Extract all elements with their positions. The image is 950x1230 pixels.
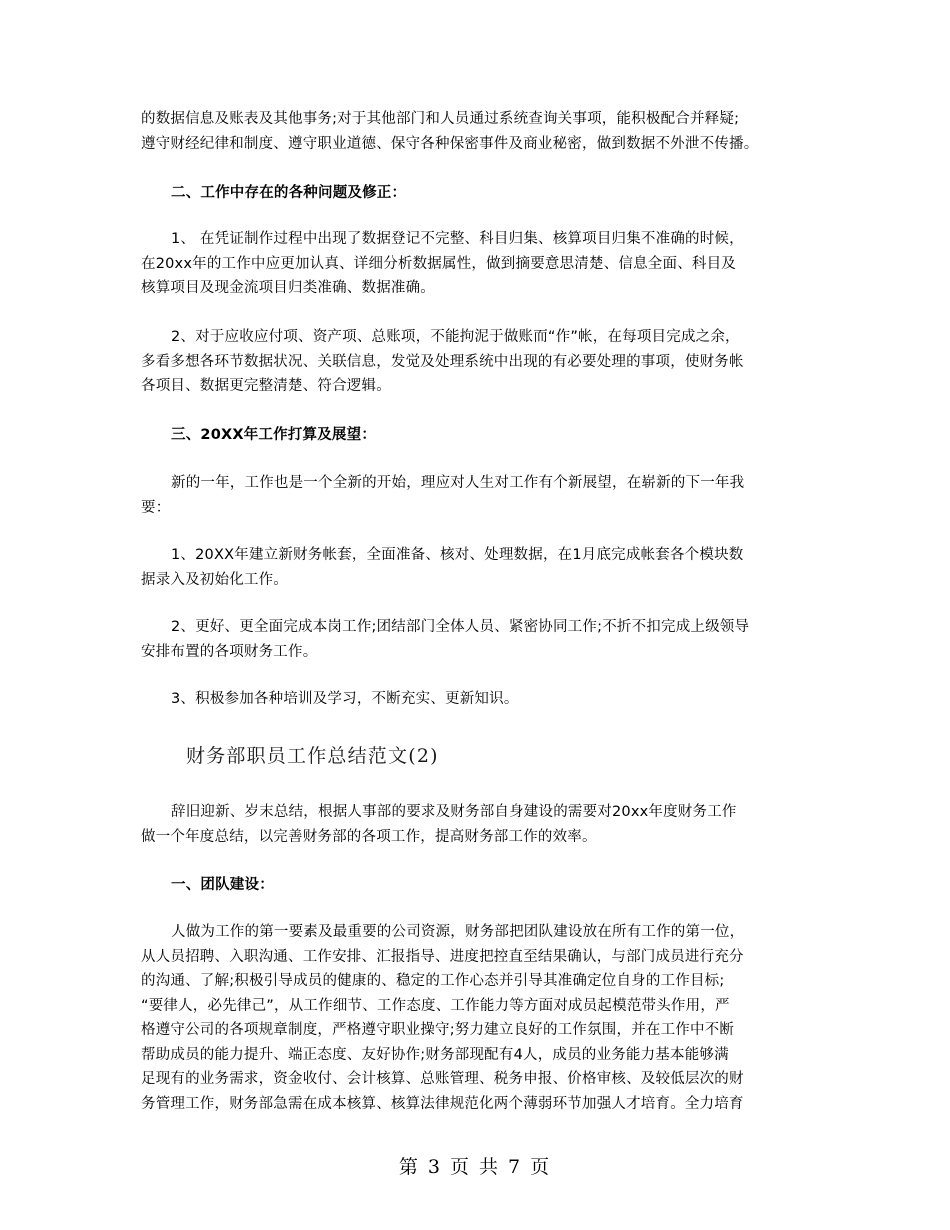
paragraph-plan-2 [141, 615, 821, 664]
text-line: “要律人，必先律己”，从工作细节、工作态度、工作能力等方面对成员起模范带头作用，严 [141, 997, 730, 1014]
text-line: 务管理工作，财务部急需在成本核算、核算法律规范化两个薄弱环节加强人才培育。全力培育 [141, 1095, 744, 1112]
paragraph-new-year [141, 471, 821, 520]
heading-text: 三、20XX年工作打算及展望： [171, 427, 377, 443]
text-line: 1、20XX年建立新财务帐套，全面准备、核对、处理数据，在1月底完成帐套各个模块数 [171, 547, 744, 563]
text-line: 做一个年度总结，以完善财务部的各项工作，提高财务部工作的效率。 [141, 828, 597, 845]
text-line: 安排布置的各项财务工作。 [141, 643, 318, 660]
text-line: 各项目、数据更完整清楚、符合逻辑。 [141, 378, 391, 394]
section-heading-problems [141, 181, 851, 206]
heading-text: 一、团队建设： [171, 877, 274, 893]
paragraph-plan-3 [141, 687, 821, 712]
article-subtitle: 财务部职员工作总结范文(2) [186, 745, 439, 767]
text-line: 足现有的业务需求，资金收付、会计核算、总账管理、税务申报、价格审核、及较低层次的财 [141, 1071, 744, 1087]
paragraph-confidentiality [141, 107, 821, 156]
text-line: 多看多想各环节数据状况、关联信息，发觉及处理系统中出现的有必要处理的事项，使财务帐 [141, 353, 744, 370]
paragraph-problem-1 [141, 227, 821, 301]
page-number-footer: 第 3 页 共 7 页 [398, 1156, 552, 1178]
text-line: 辞旧迎新、岁末总结，根据人事部的要求及财务部自身建设的需要对20xx年度财务工作 [171, 804, 737, 820]
text-line: 帮助成员的能力提升、端正态度、友好协作;财务部现配有4人，成员的业务能力基本能够满 [141, 1046, 729, 1063]
text-line: 3、积极参加各种培训及学习，不断充实、更新知识。 [171, 691, 519, 707]
section-heading-plans [141, 423, 851, 448]
text-line: 格遵守公司的各项规章制度，严格遵守职业操守;努力建立良好的工作氛围，并在工作中不断 [141, 1022, 735, 1038]
text-line: 核算项目及现金流项目归类准确、数据准确。 [141, 280, 435, 296]
heading-text: 二、工作中存在的各种问题及修正： [171, 185, 407, 201]
paragraph-plan-1 [141, 543, 821, 592]
text-line: 遵守财经纪律和制度、遵守职业道德、保守各种保密事件及商业秘密，做到数据不外泄不传播。 [141, 135, 759, 152]
text-line: 1、 在凭证制作过程中出现了数据登记不完整、科目归集、核算项目归集不准确的时候， [171, 231, 744, 247]
text-line: 在20xx年的工作中应更加认真、详细分析数据属性，做到摘要意思清楚、信息全面、科目及 [141, 255, 737, 272]
paragraph-intro [141, 800, 821, 849]
text-line: 2、更好、更全面完成本岗工作;团结部门全体人员、紧密协同工作;不折不扣完成上级领导 [171, 619, 750, 635]
paragraph-problem-2 [141, 325, 821, 399]
text-line: 的数据信息及账表及其他事务;对于其他部门和人员通过系统查询关事项，能积极配合并释疑; [141, 111, 740, 127]
text-line: 从人员招聘、入职沟通、工作安排、汇报指导、进度把控直至结果确认，与部门成员进行充分 [141, 948, 744, 965]
text-line: 人做为工作的第一要素及最重要的公司资源，财务部把团队建设放在所有工作的第一位， [171, 924, 745, 940]
section-heading-team [141, 873, 851, 898]
text-line: 要： [141, 499, 171, 516]
text-line: 新的一年，工作也是一个全新的开始，理应对人生对工作有个新展望，在崭新的下一年我 [171, 475, 745, 491]
text-line: 据录入及初始化工作。 [141, 571, 288, 588]
paragraph-team-building [141, 920, 821, 1116]
text-line: 2、对于应收应付项、资产项、总账项，不能拘泥于做账而“作”帐，在每项目完成之余， [171, 329, 740, 345]
text-line: 的沟通、了解;积极引导成员的健康的、稳定的工作心态并引导其准确定位自身的工作目标; [141, 973, 725, 989]
